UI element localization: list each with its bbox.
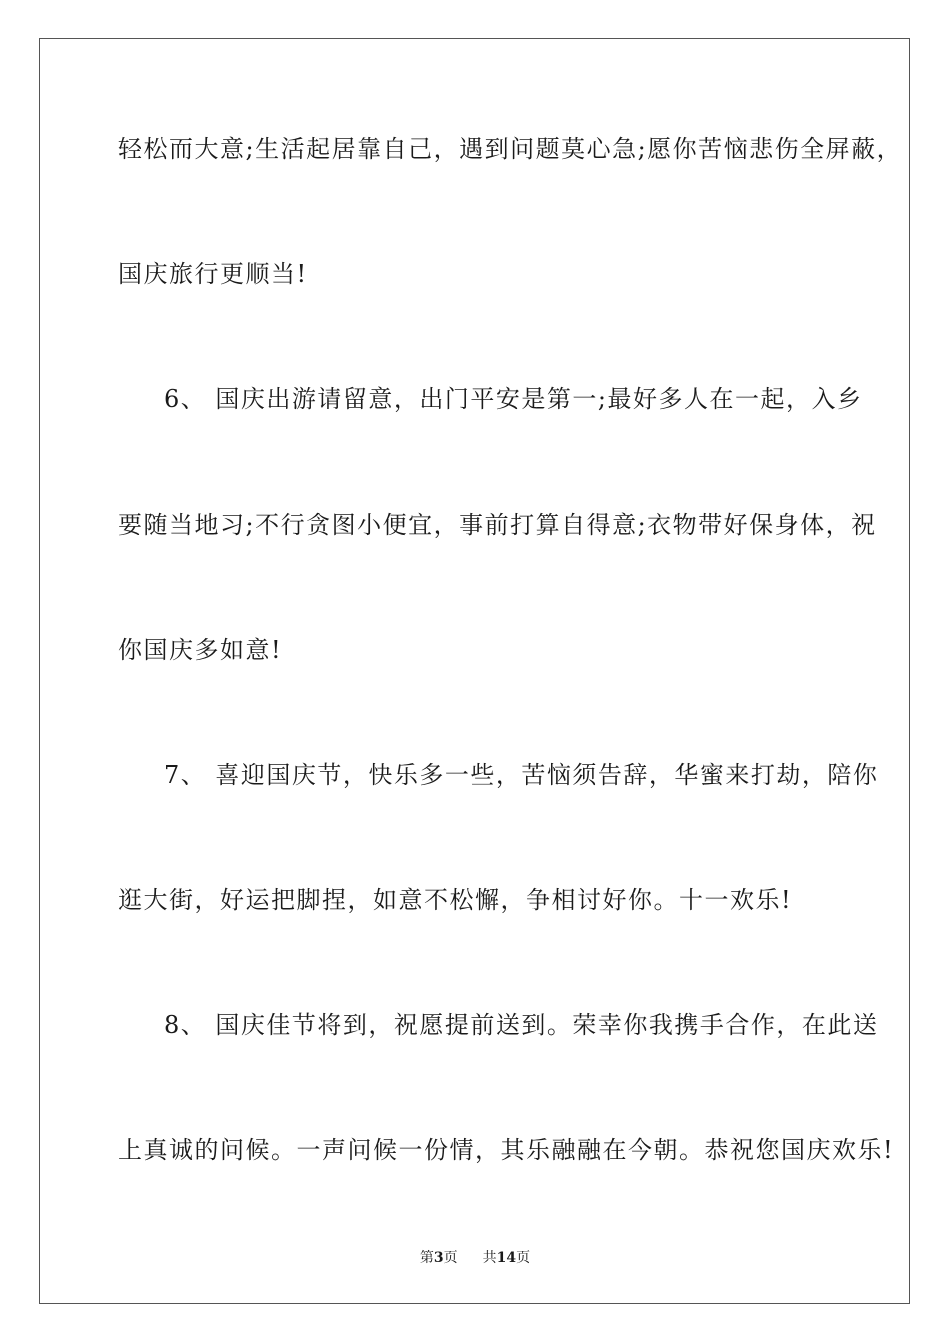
- page-prefix: 第: [419, 1250, 434, 1266]
- body-text-line-2: 国庆旅行更顺当!: [118, 260, 308, 288]
- item-6-line-1: 6、 国庆出游请留意，出门平安是第一;最好多人在一起，入乡: [164, 385, 863, 413]
- page-number: 3: [433, 1250, 444, 1266]
- total-prefix: 共: [482, 1250, 497, 1266]
- item-6-line-3: 你国庆多如意!: [118, 636, 283, 664]
- total-suffix: 页: [516, 1250, 531, 1266]
- page-suffix: 页: [443, 1250, 458, 1266]
- item-8-line-1: 8、 国庆佳节将到，祝愿提前送到。荣幸你我携手合作，在此送: [164, 1011, 879, 1039]
- item-6-line-2: 要随当地习;不行贪图小便宜，事前打算自得意;衣物带好保身体，祝: [118, 511, 877, 539]
- page-footer: [0, 1247, 950, 1267]
- item-7-line-2: 逛大街，好运把脚捏，如意不松懈，争相讨好你。十一欢乐!: [118, 886, 793, 914]
- body-text-line-1: 轻松而大意;生活起居靠自己，遇到问题莫心急;愿你苦恼悲伤全屏蔽，: [118, 135, 903, 163]
- page-border: [39, 38, 910, 1304]
- item-7-line-1: 7、 喜迎国庆节，快乐多一些，苦恼须告辞，华蜜来打劫，陪你: [164, 761, 879, 789]
- total-pages: 14: [496, 1250, 517, 1266]
- item-8-line-2: 上真诚的问候。一声问候一份情，其乐融融在今朝。恭祝您国庆欢乐!: [118, 1136, 895, 1164]
